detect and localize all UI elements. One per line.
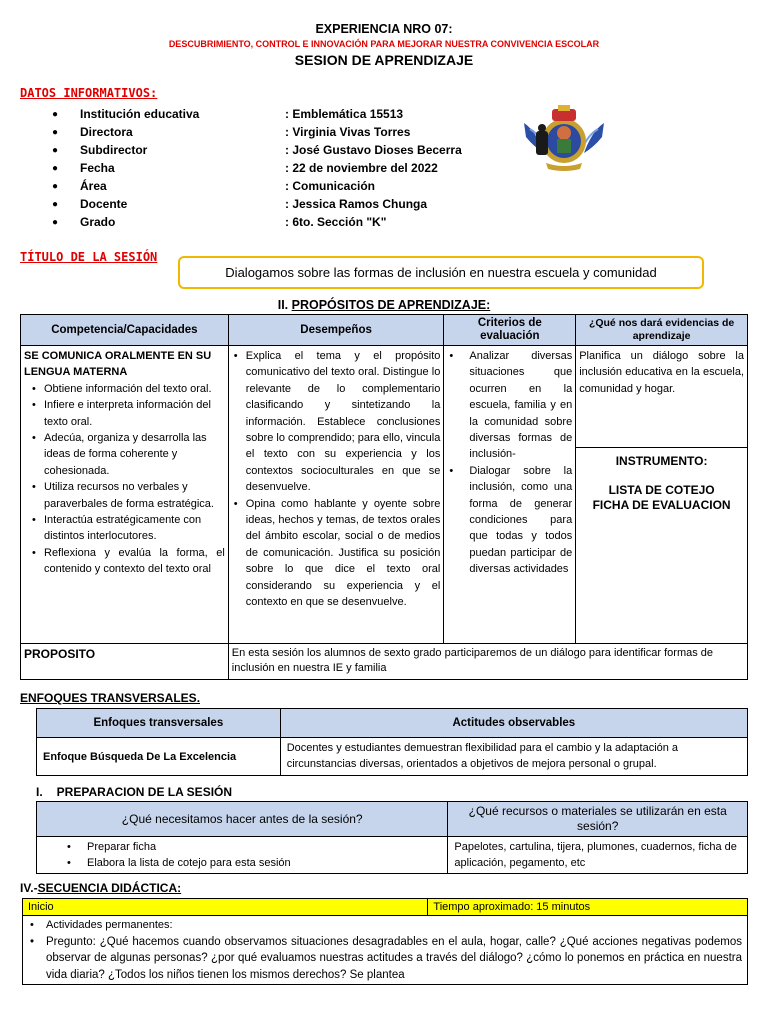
secuencia-item: • Actividades permanentes: xyxy=(28,917,742,934)
header-criterios: Criterios de evaluación xyxy=(444,315,576,346)
secuencia-item: • Pregunto: ¿Qué hacemos cuando observamos situaciones desagradables en el aula, hogar, calle? ¿Qué acciones negativas podemos observar de algunas personas? ¿por qué evaluamos nuestras actitudes a través del diálogo? ¿cómo lo ponemos en práctica en nuestra vida diaria? ¿Todos los niños tienen los mismos derechos? Se plantea xyxy=(28,934,742,984)
titulo-sesion-label: TÍTULO DE LA SESIÓN xyxy=(20,250,158,264)
datos-value: : Emblemática 15513 xyxy=(285,107,404,121)
capacidad-item: • Infiere e interpreta información del texto oral. xyxy=(30,397,225,430)
propositos-table xyxy=(20,314,748,680)
proposito-value: En esta sesión los alumnos de sexto grado participaremos de un diálogo para identificar formas de inclusión en nuestra IE y familia xyxy=(228,644,747,680)
criterios-cell xyxy=(444,346,576,644)
datos-label: Directora xyxy=(80,125,133,139)
datos-label: Fecha xyxy=(80,161,115,175)
datos-label: Institución educativa xyxy=(80,107,200,121)
datos-label: Grado xyxy=(80,215,116,229)
criterio-item: • Analizar diversas situaciones que ocurren en la escuela, familia y en la comunidad sobre diversas formas de inclusión- xyxy=(447,348,572,463)
proposito-label: PROPOSITO xyxy=(21,644,229,680)
school-logo xyxy=(522,103,606,173)
datos-label: Área xyxy=(80,179,107,193)
session-title: SESION DE APRENDIZAJE xyxy=(294,52,474,68)
header-competencia: Competencia/Capacidades xyxy=(21,315,229,346)
tiempo-label: Tiempo aproximado: 15 minutos xyxy=(428,899,748,916)
header-antes: ¿Qué necesitamos hacer antes de la sesión? xyxy=(37,802,448,837)
datos-row: ● Área : Comunicación xyxy=(52,177,492,195)
actitud-value: Docentes y estudiantes demuestran flexibilidad para el cambio y la adaptación a circunstancias diversas, orientados a objetivos de mejora personal o grupal. xyxy=(280,738,747,776)
inicio-label: Inicio xyxy=(23,899,428,916)
enfoques-heading: ENFOQUES TRANSVERSALES. xyxy=(20,691,201,705)
secuencia-table xyxy=(22,898,748,985)
datos-value: : 22 de noviembre del 2022 xyxy=(285,161,438,175)
capacidad-item: • Adecúa, organiza y desarrolla las ideas de forma coherente y cohesionada. xyxy=(30,430,225,479)
propositos-heading: II. PROPÓSITOS DE APRENDIZAJE: xyxy=(277,298,491,312)
header-evidencias: ¿Qué nos dará evidencias de aprendizaje xyxy=(576,315,748,346)
antes-item: • Preparar ficha xyxy=(65,839,441,855)
instrumento-value: LISTA DE COTEJO FICHA DE EVALUACION xyxy=(592,483,731,512)
header-desempenos: Desempeños xyxy=(228,315,444,346)
datos-value: : Jessica Ramos Chunga xyxy=(285,197,428,211)
datos-row: ● Grado : 6to. Sección "K" xyxy=(52,213,492,231)
datos-value: : Virginia Vivas Torres xyxy=(285,125,411,139)
capacidad-item: • Reflexiona y evalúa la forma, el contenido y contexto del texto oral xyxy=(30,545,225,578)
datos-heading: DATOS INFORMATIVOS: xyxy=(20,86,158,100)
datos-value: : 6to. Sección "K" xyxy=(285,215,387,229)
datos-value: : Comunicación xyxy=(285,179,376,193)
secuencia-content xyxy=(23,916,748,985)
criterio-item: • Dialogar sobre la inclusión, como una forma de generar condiciones para que todas y todos puedan participar de diversas actividades xyxy=(447,463,572,578)
titulo-sesion-box xyxy=(178,256,704,289)
competencia-title: SE COMUNICA ORALMENTE EN SU LENGUA MATERNA xyxy=(24,350,212,379)
preparacion-table xyxy=(36,801,748,874)
enfoque-value: Enfoque Búsqueda De La Excelencia xyxy=(37,738,281,776)
header-enfoques: Enfoques transversales xyxy=(37,709,281,738)
datos-row: ● Docente : Jessica Ramos Chunga xyxy=(52,195,492,213)
recursos-value: Papelotes, cartulina, tijera, plumones, cuadernos, ficha de aplicación, pegamento, etc xyxy=(448,837,748,874)
instrumento-cell xyxy=(576,448,748,644)
datos-row: ● Fecha : 22 de noviembre del 2022 xyxy=(52,159,492,177)
experiencia-subtitle: DESCUBRIMIENTO, CONTROL E INNOVACIÓN PARA MEJORAR NUESTRA CONVIVENCIA ESCOLAR xyxy=(168,39,600,49)
datos-list xyxy=(52,105,492,231)
datos-row: ● Subdirector : José Gustavo Dioses Becerra xyxy=(52,141,492,159)
desempeno-item: • Opina como hablante y oyente sobre ideas, hechos y temas, de textos orales del ámbito escolar, social o de medios de comunicación. Justifica su posición sobre lo que dice el texto oral considerando su experiencia y el contexto en que se desenvuelve. xyxy=(232,496,441,611)
datos-row: ● Directora : Virginia Vivas Torres xyxy=(52,123,492,141)
desempeno-item: • Explica el tema y el propósito comunicativo del texto oral. Distingue lo relevante de lo complementario clasificando y sintetizando la información. Establece conclusiones sobre lo comprendido; para ello, vincula el texto con su experiencia y los contextos socioculturales en que se desenvuelve. xyxy=(232,348,441,496)
secuencia-heading: IV.-SECUENCIA DIDÁCTICA: xyxy=(20,881,182,895)
evidencia-cell: Planifica un diálogo sobre la inclusión educativa en la escuela, comunidad y hogar. xyxy=(576,346,748,448)
header-actitudes: Actitudes observables xyxy=(280,709,747,738)
competencia-cell xyxy=(21,346,229,644)
datos-value: : José Gustavo Dioses Becerra xyxy=(285,143,462,157)
enfoques-table xyxy=(36,708,748,776)
preparacion-heading: I. PREPARACION DE LA SESIÓN xyxy=(36,785,233,799)
capacidad-item: • Interactúa estratégicamente con distintos interlocutores. xyxy=(30,512,225,545)
experiencia-title: EXPERIENCIA NRO 07: xyxy=(315,22,453,36)
datos-label: Subdirector xyxy=(80,143,148,157)
titulo-sesion-text: Dialogamos sobre las formas de inclusión en nuestra escuela y comunidad xyxy=(225,265,657,280)
capacidad-item: • Obtiene información del texto oral. xyxy=(30,381,225,397)
instrumento-label: INSTRUMENTO: xyxy=(615,454,708,468)
antes-item: • Elabora la lista de cotejo para esta sesión xyxy=(65,855,441,871)
datos-label: Docente xyxy=(80,197,128,211)
header-recursos: ¿Qué recursos o materiales se utilizarán en esta sesión? xyxy=(448,802,748,837)
desempenos-cell xyxy=(228,346,444,644)
antes-cell xyxy=(37,837,448,874)
datos-row: ● Institución educativa : Emblemática 15513 xyxy=(52,105,492,123)
capacidad-item: • Utiliza recursos no verbales y paraverbales de forma estratégica. xyxy=(30,479,225,512)
